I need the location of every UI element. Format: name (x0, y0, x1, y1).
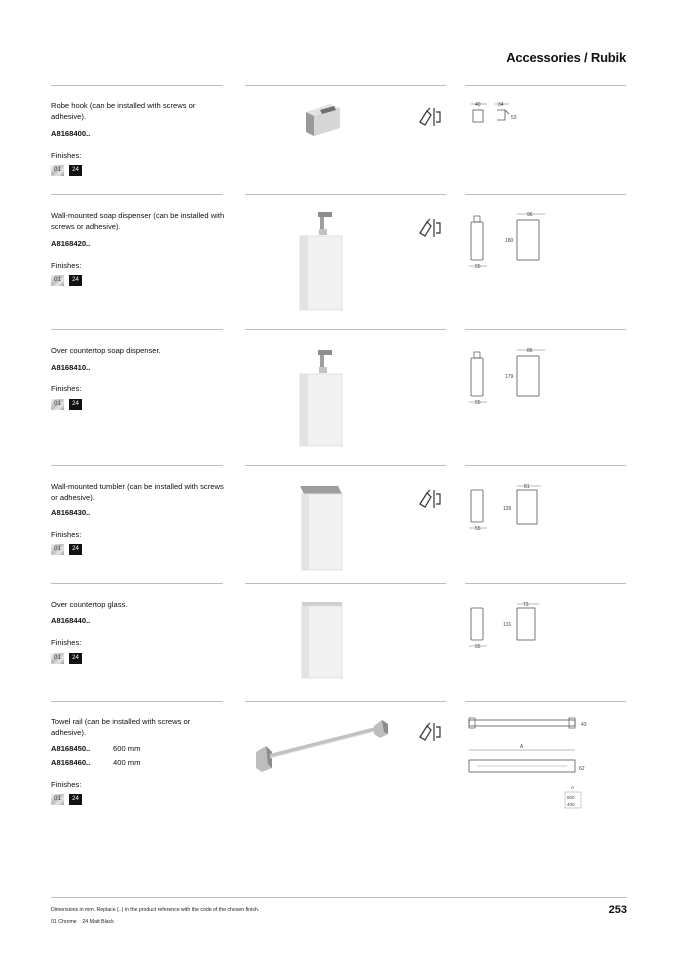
section-divider (465, 329, 626, 330)
dim-label: A (520, 744, 524, 750)
dim-label: A (571, 785, 575, 790)
section-divider (465, 701, 626, 702)
footer-note: Dimensions in mm. Replace (..) in the product reference with the code of the chosen finish. (51, 907, 260, 913)
dim-label: 180 (505, 238, 514, 244)
section-divider (245, 329, 446, 330)
section-divider (51, 194, 223, 195)
dim-label: 131 (503, 622, 512, 628)
finish-swatch-matt-black: 24 (69, 275, 82, 286)
screw-adhesive-install-icon (418, 488, 444, 510)
screw-adhesive-install-icon (418, 106, 444, 128)
section-divider (51, 701, 223, 702)
towel-rail-drawing (465, 712, 595, 812)
countertop-glass-image (290, 596, 354, 682)
dim-label: 53 (511, 115, 517, 121)
countertop-soap-dispenser-image (290, 344, 354, 450)
finishes-label: Finishes: (51, 261, 82, 270)
robe-hook-drawing (465, 98, 535, 134)
finish-swatch-matt-black: 24 (69, 794, 82, 805)
section-divider (51, 85, 223, 86)
section-divider (245, 583, 446, 584)
screw-adhesive-install-icon (418, 217, 444, 239)
section-divider (245, 465, 446, 466)
countertop-soap-dispenser-drawing (465, 344, 555, 408)
section-divider (51, 583, 223, 584)
product-code: A8168410.. (51, 363, 91, 372)
section-divider (465, 194, 626, 195)
dim-label: 86 (527, 348, 533, 354)
product-description: Wall-mounted tumbler (can be installed with screws or adhesive). (51, 482, 224, 502)
dim-label: 55 (475, 264, 481, 270)
dim-label: 81 (524, 484, 530, 490)
dim-label: 34 (498, 102, 504, 108)
finishes-label: Finishes: (51, 530, 82, 539)
finishes-label: Finishes: (51, 384, 82, 393)
product-code: A8168400.. (51, 129, 91, 138)
dim-label: 73 (523, 602, 529, 608)
dim-label: 96 (527, 212, 533, 218)
product-description: Robe hook (can be installed with screws or adhesive). (51, 101, 196, 121)
product-description: Wall-mounted soap dispenser (can be installed with screws or adhesive). (51, 211, 225, 231)
section-divider (245, 701, 446, 702)
dim-label: 600 (567, 795, 575, 800)
finishes-label: Finishes: (51, 638, 82, 647)
section-divider (465, 465, 626, 466)
section-divider (51, 329, 223, 330)
finish-swatch-chrome: 01 (51, 275, 64, 286)
page-title: Accessories / Rubik (506, 50, 626, 65)
finish-swatch-chrome: 01 (51, 165, 64, 176)
wall-soap-dispenser-image (290, 206, 354, 314)
finish-swatch-chrome: 01 (51, 653, 64, 664)
dim-label: 55 (475, 526, 481, 532)
section-divider (245, 194, 446, 195)
finish-swatch-matt-black: 24 (69, 544, 82, 555)
dim-label: 135 (503, 506, 512, 512)
dim-label: 43 (581, 722, 587, 728)
section-divider (245, 85, 446, 86)
product-description: Towel rail (can be installed with screws or adhesive). (51, 717, 191, 737)
wall-tumbler-drawing (465, 480, 555, 534)
dim-label: 55 (475, 400, 481, 406)
finishes-label: Finishes: (51, 151, 82, 160)
wall-soap-dispenser-drawing (465, 208, 555, 272)
section-divider (465, 85, 626, 86)
dim-label: 400 (567, 802, 575, 807)
finish-swatch-chrome: 01 (51, 544, 64, 555)
product-code: A8168430.. (51, 508, 91, 517)
section-divider (465, 583, 626, 584)
product-description: Over countertop soap dispenser. (51, 346, 161, 355)
product-description: Over countertop glass. (51, 600, 128, 609)
wall-tumbler-image (290, 480, 354, 574)
dim-label: 55 (475, 644, 481, 650)
product-size: 600 mm (113, 744, 141, 753)
footer-divider (51, 897, 627, 898)
dim-label: 179 (505, 374, 514, 380)
product-code: A8168460.. (51, 758, 91, 767)
countertop-glass-drawing (465, 598, 555, 652)
finish-legend: 01 Chrome 24 Matt Black (51, 919, 114, 925)
finish-swatch-chrome: 01 (51, 794, 64, 805)
finish-swatch-matt-black: 24 (69, 399, 82, 410)
dim-label: 40 (475, 102, 481, 108)
dim-label: 62 (579, 766, 585, 772)
product-code: A8168420.. (51, 239, 91, 248)
product-code: A8168450.. (51, 744, 91, 753)
finish-swatch-chrome: 01 (51, 399, 64, 410)
product-size: 400 mm (113, 758, 141, 767)
product-code: A8168440.. (51, 616, 91, 625)
finishes-label: Finishes: (51, 780, 82, 789)
section-divider (51, 465, 223, 466)
page-number: 253 (608, 904, 627, 916)
towel-rail-image (250, 712, 400, 774)
finish-swatch-matt-black: 24 (69, 653, 82, 664)
robe-hook-image (300, 98, 348, 140)
finish-swatch-matt-black: 24 (69, 165, 82, 176)
screw-adhesive-install-icon (418, 721, 444, 743)
